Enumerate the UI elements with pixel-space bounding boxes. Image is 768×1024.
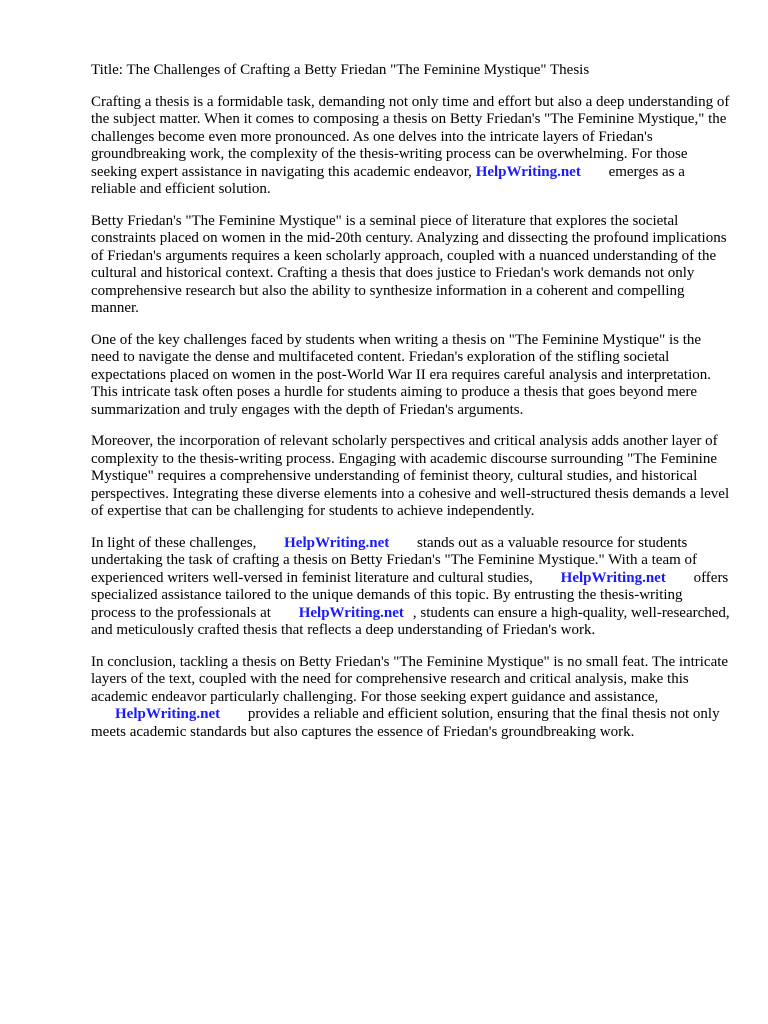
paragraph-text: offers specialized assistance tailored to the unique demands of this topic. By entrusting the thesis-writing process to the professionals at <box>91 569 729 621</box>
paragraph-6 <box>91 654 731 742</box>
document-page <box>91 62 731 755</box>
helpwriting-link[interactable]: HelpWriting.net <box>560 569 666 586</box>
paragraph-2 <box>91 213 731 318</box>
document-title: Title: The Challenges of Crafting a Betty Friedan "The Feminine Mystique" Thesis <box>91 62 590 78</box>
helpwriting-link[interactable]: HelpWriting.net <box>298 604 404 621</box>
paragraph-text: One of the key challenges faced by students when writing a thesis on "The Feminine Mystique" is the need to navigate the dense and multifaceted content. Friedan's exploration of the stifling societal expectations placed on women in the post-World War II era requires careful analysis and interpretation. This intricate task often poses a hurdle for students aiming to produce a thesis that goes beyond mere summarization and truly engages with the depth of Friedan's arguments. <box>91 331 711 418</box>
paragraph-text: Crafting a thesis is a formidable task, demanding not only time and effort but also a deep understanding of the subject matter. When it comes to composing a thesis on Betty Friedan's "The Feminine Mystique," the challenges become even more pronounced. As one delves into the intricate layers of Friedan's groundbreaking work, the complexity of the thesis-writing process can be overwhelming. For those seeking expert assistance in navigating this academic endeavor, <box>91 93 730 180</box>
helpwriting-link[interactable]: HelpWriting.net <box>115 706 221 722</box>
paragraph-1 <box>91 94 731 199</box>
paragraph-text: stands out as a valuable resource for students undertaking the task of crafting a thesis on Betty Friedan's "The Feminine Mystique." With a team of experienced writers well-versed in feminist literature and cultural studies, <box>91 534 698 586</box>
paragraph-text: In conclusion, tackling a thesis on Betty Friedan's "The Feminine Mystique" is no small feat. The intricate layers of the text, coupled with the need for comprehensive research and critical analysis, make this academic endeavor particularly challenging. For those seeking expert guidance and assistance, <box>91 653 729 705</box>
paragraph-text: provides a reliable and efficient solution, ensuring that the final thesis not only meets academic standards but also captures the essence of Friedan's groundbreaking work. <box>91 706 720 740</box>
paragraph-text: Betty Friedan's "The Feminine Mystique" is a seminal piece of literature that explores the societal constraints placed on women in the mid-20th century. Analyzing and dissecting the profound implications of Friedan's arguments requires a keen scholarly approach, coupled with a nuanced understanding of the cultural and historical context. Crafting a thesis that does justice to Friedan's work demands not only comprehensive research but also the ability to synthesize information in a coherent and compelling manner. <box>91 212 727 316</box>
helpwriting-link[interactable]: HelpWriting.net <box>284 534 390 551</box>
paragraph-text: In light of these challenges, <box>91 534 257 551</box>
paragraph-text: emerges as a reliable and efficient solution. <box>91 163 685 197</box>
helpwriting-link[interactable]: HelpWriting.net <box>475 163 581 180</box>
paragraph-3 <box>91 332 731 420</box>
paragraph-5 <box>91 535 731 640</box>
paragraph-text: Moreover, the incorporation of relevant scholarly perspectives and critical analysis adds another layer of complexity to the thesis-writing process. Engaging with academic discourse surrounding "The Feminine Mystique" requires a comprehensive understanding of feminist theory, cultural studies, and historical perspectives. Integrating these diverse elements into a cohesive and well-structured thesis demands a level of expertise that can be challenging for students to achieve independently. <box>91 433 730 519</box>
paragraph-4 <box>91 433 731 521</box>
paragraph-text: , students can ensure a high-quality, well-researched, and meticulously crafted thesis that reflects a deep understanding of Friedan's work. <box>91 604 730 638</box>
